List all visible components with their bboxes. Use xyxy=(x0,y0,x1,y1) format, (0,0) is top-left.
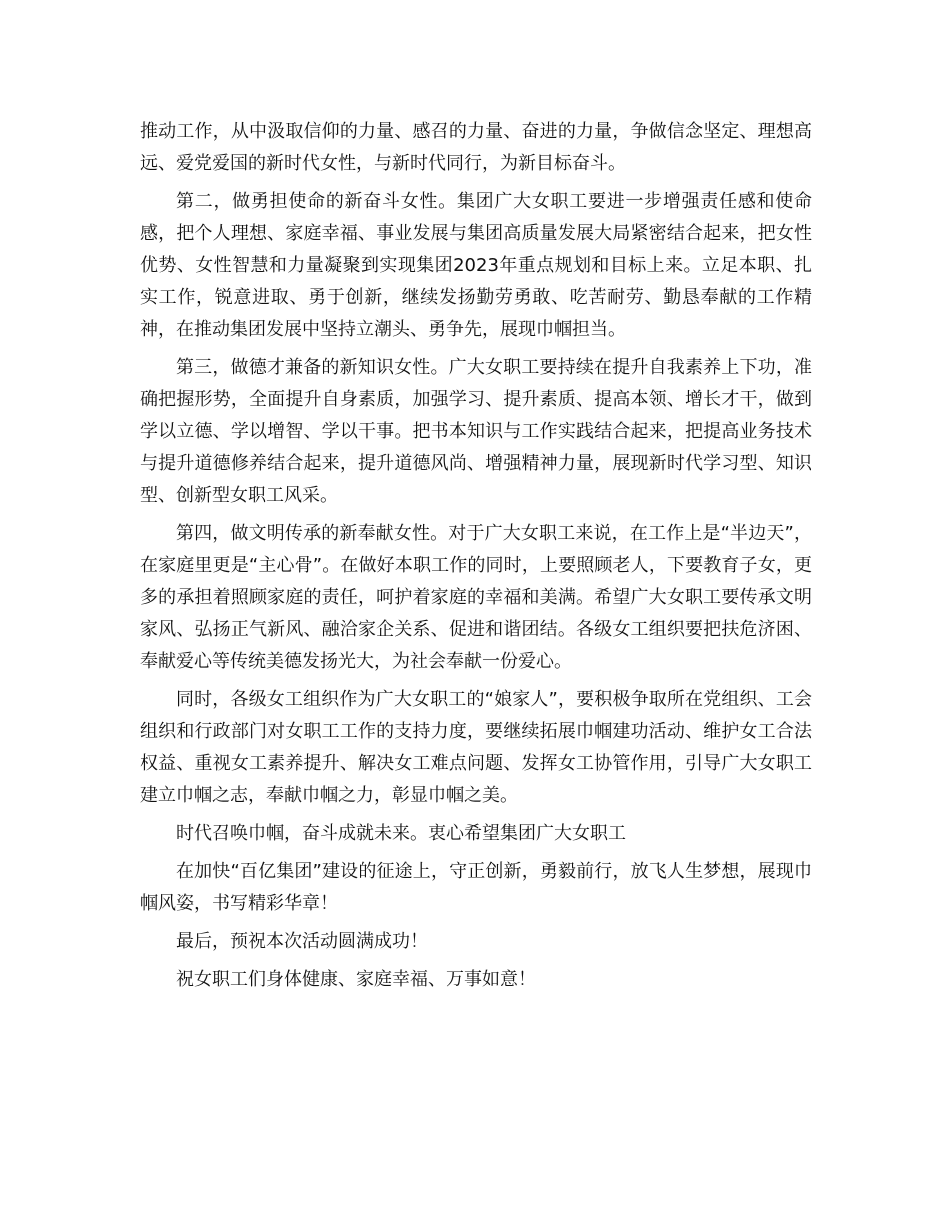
paragraph-5: 同时，各级女工组织作为广大女职工的“娘家人”，要积极争取所在党组织、工会组织和行政部门对女职工工作的支持力度，要继续拓展巾帼建功活动、维护女工合法权益、重视女工素养提升、解决女工难点问题、发挥女工协管作用，引导广大女职工建立巾帼之志，奉献巾帼之力，彰显巾帼之美。 xyxy=(140,689,812,806)
paragraph-9: 祝女职工们身体健康、家庭幸福、万事如意！ xyxy=(176,969,536,990)
paragraph-4: 第四，做文明传承的新奉献女性。对于广大女职工来说，在工作上是“半边天”，在家庭里更是“主心骨”。在做好本职工作的同时，上要照顾老人，下要教育子女，更多的承担着照顾家庭的责任，呵护着家庭的幸福和美满。希望广大女职工要传承文明家风、弘扬正气新风、融洽家企关系、促进和谐团结。各级女工组织要把扶危济困、奉献爱心等传统美德发扬光大，为社会奉献一份爱心。 xyxy=(140,523,812,672)
paragraph-7: 在加快“百亿集团”建设的征途上，守正创新，勇毅前行，放飞人生梦想，展现巾帼风姿，书写精彩华章！ xyxy=(140,861,812,914)
paragraph-6: 时代召唤巾帼，奋斗成就未来。衷心希望集团广大女职工 xyxy=(176,823,626,844)
paragraph-2: 第二，做勇担使命的新奋斗女性。集团广大女职工要进一步增强责任感和使命感，把个人理想、家庭幸福、事业发展与集团高质量发展大局紧密结合起来，把女性优势、女性智慧和力量凝聚到实现集团2023年重点规划和目标上来。立足本职、扎实工作，锐意进取、勇于创新，继续发扬勤劳勇敢、吃苦耐劳、勤恳奉献的工作精神，在推动集团发展中坚持立潮头、勇争先，展现巾帼担当。 xyxy=(140,191,812,340)
document-page xyxy=(140,116,812,1002)
paragraph-8: 最后，预祝本次活动圆满成功！ xyxy=(176,931,428,952)
paragraph-1: 推动工作，从中汲取信仰的力量、感召的力量、奋进的力量，争做信念坚定、理想高远、爱党爱国的新时代女性，与新时代同行，为新目标奋斗。 xyxy=(140,121,812,174)
paragraph-3: 第三，做德才兼备的新知识女性。广大女职工要持续在提升自我素养上下功，准确把握形势，全面提升自身素质，加强学习、提升素质、提高本领、增长才干，做到学以立德、学以增智、学以干事。把书本知识与工作实践结合起来，把提高业务技术与提升道德修养结合起来，提升道德风尚、增强精神力量，展现新时代学习型、知识型、创新型女职工风采。 xyxy=(140,357,812,506)
